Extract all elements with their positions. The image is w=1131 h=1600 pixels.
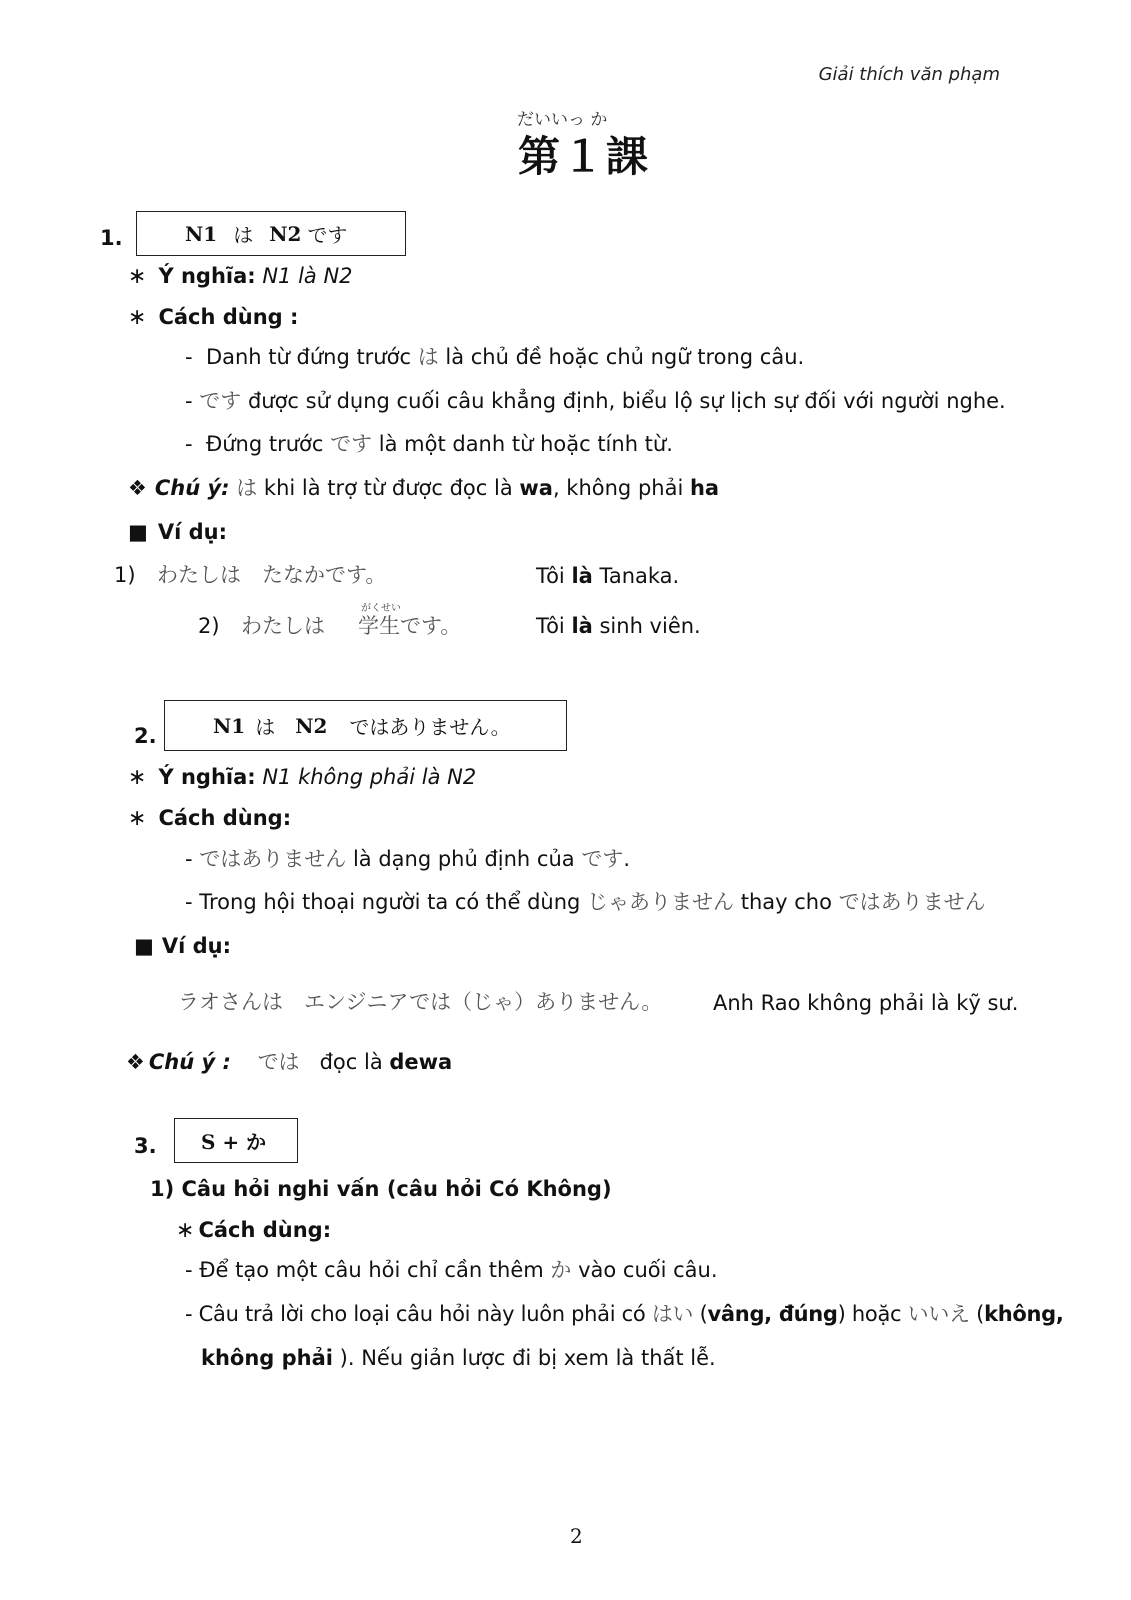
section-1-meaning <box>128 264 353 290</box>
section-3-bullet-2-continued: không phải ). Nếu giản lược đi bị xem là thất lễ. <box>201 1346 716 1370</box>
section-2-note: ❖ Chú ý : では đọc là dewa <box>126 1050 453 1074</box>
example-2-ruby: がくせい <box>361 603 401 614</box>
header-note: Giải thích văn phạm <box>818 64 1000 85</box>
square-bullet-icon: ■ <box>128 520 148 544</box>
box-wa: は <box>233 223 254 247</box>
example-2-japanese-a: わたしは <box>241 614 325 638</box>
diamond-bullet-icon: ❖ <box>126 1050 145 1074</box>
title-ruby: だいいっ か <box>517 110 608 130</box>
section-2-meaning: ∗ Ý nghĩa: N1 không phải là N2 <box>128 765 477 790</box>
section-3-usage: ∗ Cách dùng: <box>176 1218 332 1243</box>
note-label: Chú ý: <box>154 476 230 500</box>
section-1-bullet-1: - Danh từ đứng trước は là chủ đề hoặc chủ ngữ trong câu. <box>185 345 805 369</box>
asterisk-icon: ∗ <box>176 1218 195 1243</box>
asterisk-icon: ∗ <box>128 264 147 289</box>
section-2-number: 2. <box>134 724 157 748</box>
section-1-bullet-3: - Đứng trước です là một danh từ hoặc tính từ. <box>185 432 673 456</box>
diamond-bullet-icon: ❖ <box>128 476 147 500</box>
example-2-japanese-b: 学生です。 <box>358 614 462 638</box>
section-2-example-translation: Anh Rao không phải là kỹ sư. <box>713 991 1019 1015</box>
section-1-number: 1. <box>100 226 123 250</box>
asterisk-icon: ∗ <box>128 305 147 330</box>
page-number: 2 <box>570 1524 583 1548</box>
section-1-note: ❖ Chú ý: は khi là trợ từ được đọc là wa, không phải ha <box>128 476 720 500</box>
section-1-pattern-box <box>136 211 406 256</box>
asterisk-icon: ∗ <box>128 765 147 790</box>
meaning-label: Ý nghĩa: <box>158 264 256 288</box>
section-3-bullet-2: - Câu trả lời cho loại câu hỏi này luôn phải có はい (vâng, đúng) hoặc いいえ (không, <box>185 1302 1064 1326</box>
example-1-number: 1) <box>114 563 136 587</box>
section-2-pattern-box: N1 は N2 ではありません。 <box>164 700 567 751</box>
example-2-translation: Tôi là sinh viên. <box>536 614 701 638</box>
section-1-examples-label: ■ Ví dụ: <box>128 520 227 544</box>
usage-label: Cách dùng : <box>158 305 299 329</box>
section-1-bullet-2: - です được sử dụng cuối câu khẳng định, biểu lộ sự lịch sự đối với người nghe. <box>185 389 1006 413</box>
example-1-translation: Tôi là Tanaka. <box>536 564 680 588</box>
box-n1: N1 <box>185 221 218 246</box>
section-3-bullet-1: - Để tạo một câu hỏi chỉ cần thêm か vào cuối câu. <box>185 1258 718 1282</box>
section-2-bullet-1: - ではありません là dạng phủ định của です. <box>185 847 631 871</box>
example-1-japanese: わたしは たなかです。 <box>157 563 387 587</box>
meaning-value: N1 là N2 <box>262 264 353 288</box>
box-desu: です <box>307 223 348 247</box>
section-2-examples-label: ■ Ví dụ: <box>134 934 231 958</box>
section-3-number: 3. <box>134 1134 157 1158</box>
square-bullet-icon: ■ <box>134 934 154 958</box>
asterisk-icon: ∗ <box>128 806 147 831</box>
section-2-bullet-2: - Trong hội thoại người ta có thể dùng じゃありません thay cho ではありません <box>185 890 986 914</box>
box-n2: N2 <box>269 221 302 246</box>
section-3-subtitle: 1) Câu hỏi nghi vấn (câu hỏi Có Không) <box>150 1177 612 1201</box>
section-2-usage: ∗ Cách dùng: <box>128 806 292 831</box>
example-2-number: 2) <box>198 614 220 638</box>
section-2-example-japanese: ラオさんは エンジニアでは（じゃ）ありません。 <box>178 990 663 1014</box>
section-3-pattern-box: S + か <box>174 1118 298 1163</box>
section-1-usage <box>128 305 298 331</box>
page-title: 第１課 <box>518 132 651 181</box>
